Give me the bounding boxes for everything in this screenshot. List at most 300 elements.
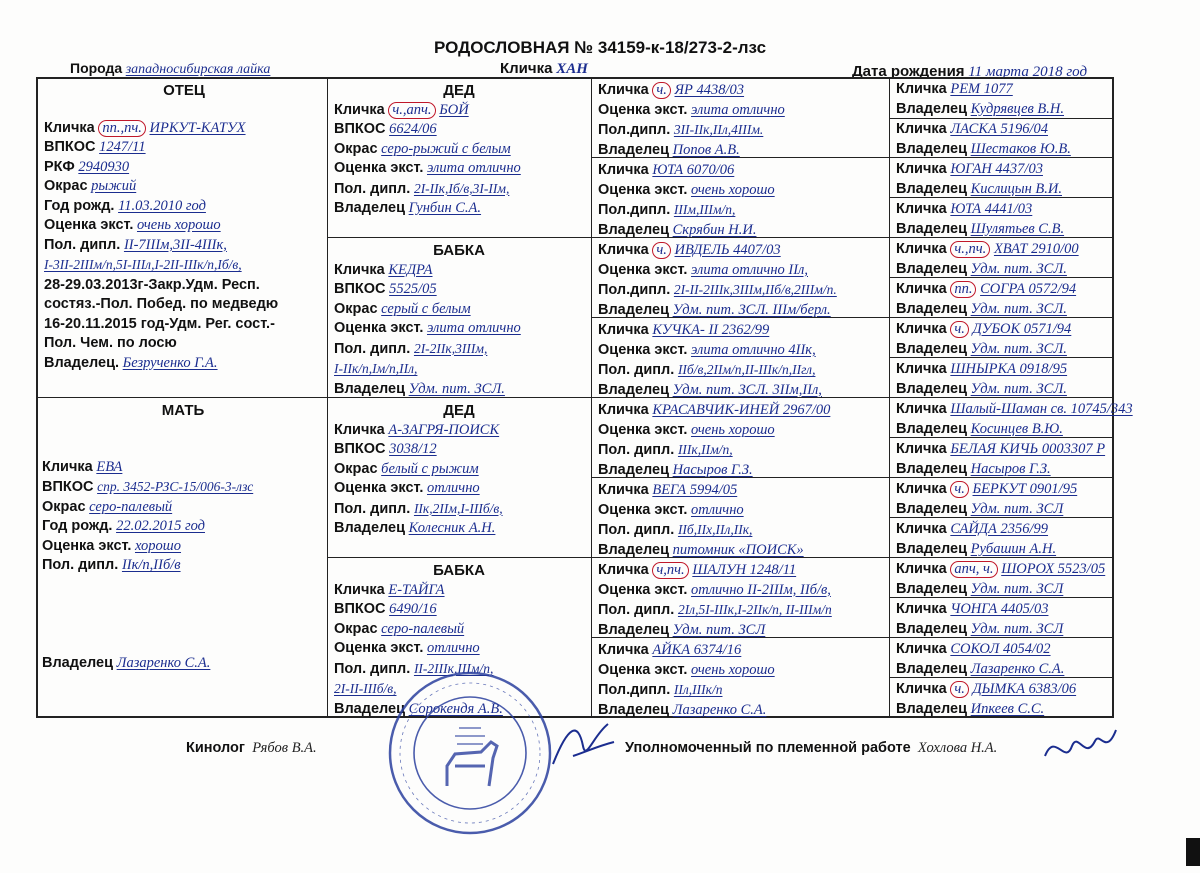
field-row	[896, 80, 1112, 100]
grandparent-rating: отлично	[426, 480, 480, 496]
title-mark: ч.	[652, 242, 671, 259]
field-row	[334, 280, 584, 300]
field-row	[896, 280, 1112, 300]
field-label: Год рожд.	[44, 197, 115, 214]
ancestor-owner: Насыров Г.З.	[970, 460, 1051, 477]
field-label: Кличка	[896, 401, 947, 417]
field-label: Кличка	[598, 642, 649, 658]
title-mark: ч,пч.	[652, 562, 688, 579]
field-label: Оценка экст.	[598, 101, 688, 118]
mother-rating: хорошо	[134, 537, 182, 554]
grandparent-name: КЕДРА	[388, 261, 433, 278]
great-grandparent-name: ИВДЕЛЬ 4407/03	[674, 242, 781, 258]
dog-name-label: Кличка	[500, 60, 553, 77]
field-row	[334, 519, 584, 539]
document-title: РОДОСЛОВНАЯ № 34159-к-18/273-2-лзс	[433, 38, 767, 57]
ancestor-owner: Лазаренко С.А.	[970, 660, 1065, 677]
dog-name-line	[500, 60, 588, 78]
field-label: Оценка экст.	[598, 341, 688, 358]
scan-edge	[1186, 838, 1200, 866]
ancestor-owner: Удм. пит. ЗСЛ.	[970, 340, 1067, 357]
field-label: ВПКОС	[334, 441, 386, 457]
field-label: Оценка экст.	[598, 661, 688, 678]
field-row	[334, 359, 584, 380]
great-grandparent-diplomas: IIIк,IIм/п,	[677, 442, 733, 457]
field-label: Кличка	[334, 581, 385, 598]
ancestor-name: САЙДА 2356/99	[950, 521, 1049, 537]
great-grandparent-owner: Удм. пит. ЗСЛ	[672, 621, 766, 638]
field-label: Оценка экст.	[598, 501, 688, 518]
grandparent-owner: Сорокендя А.В.	[408, 700, 503, 717]
ancestor-owner: Косинцев В.Ю.	[970, 420, 1063, 437]
grandparent-owner: Колесник А.Н.	[408, 520, 496, 536]
field-label: Оценка экст.	[334, 480, 424, 496]
grandparent-cell	[334, 241, 584, 399]
grandparent-title: ДЕД	[443, 82, 475, 99]
field-row	[598, 701, 888, 721]
field-label: Пол. дипл.	[334, 180, 411, 197]
ancestor-name: БЕЛАЯ КИЧЬ 0003307 Р	[950, 441, 1106, 457]
field-row	[598, 181, 888, 201]
field-row	[334, 120, 584, 140]
field-row	[896, 160, 1112, 180]
father-note: Пол. Чем. по лосю	[44, 335, 177, 351]
field-label: Владелец	[598, 381, 670, 398]
grandparent-cell	[334, 401, 584, 539]
signature-scribble	[548, 716, 618, 776]
ancestor-owner: Шулятьев С.В.	[970, 220, 1065, 237]
great-grandparent-rating: очень хорошо	[690, 421, 775, 438]
field-label: ВПКОС	[334, 601, 386, 617]
ancestor-name: ЮГАН 4437/03	[950, 161, 1043, 177]
field-label: РКФ	[44, 158, 75, 175]
field-label: Кличка	[598, 322, 649, 338]
field-row	[896, 580, 1112, 600]
father-name: ИРКУТ-КАТУХ	[149, 119, 246, 136]
field-row	[598, 360, 888, 381]
grandparent-owner: Удм. пит. ЗСЛ.	[408, 380, 505, 397]
mother-cell	[42, 401, 324, 673]
great-grandparent-diplomas: IIIм,IIIм/п,	[673, 202, 736, 217]
mother-diplomas: IIк/п,IIб/в	[121, 557, 181, 573]
field-label: Владелец	[896, 300, 968, 317]
field-row	[598, 661, 888, 681]
ancestor-name: ЮТА 4441/03	[950, 201, 1033, 217]
grandparent-color: серый с белым	[381, 300, 471, 317]
great-grandparent-cell	[598, 401, 888, 480]
field-label: Оценка экст.	[598, 261, 688, 278]
field-row	[334, 639, 584, 659]
cynologist-name: Рябов В.А.	[252, 740, 317, 756]
field-label: Оценка экст.	[598, 421, 688, 438]
field-label: ВПКОС	[334, 281, 386, 297]
field-label: Кличка	[598, 82, 649, 98]
ancestor-cell	[896, 440, 1112, 479]
field-label: Кличка	[896, 361, 947, 377]
great-grandparent-owner: Удм. пит. ЗСЛ. 3IIм,IIл,	[672, 381, 822, 398]
ancestor-owner: Удм. пит. ЗСЛ.	[970, 380, 1067, 397]
father-color: рыжий	[91, 178, 137, 194]
field-row	[334, 581, 584, 601]
title-mark: ч.	[950, 681, 969, 698]
ancestor-name: СОГРА 0572/94	[980, 281, 1077, 297]
field-label: Кличка	[896, 641, 947, 657]
great-grandparent-name: КУЧКА- II 2362/99	[652, 322, 770, 338]
field-row	[896, 340, 1112, 360]
field-row	[598, 141, 888, 161]
field-label: Пол. дипл.	[334, 500, 411, 517]
grandparent-rating: элита отлично	[426, 160, 521, 176]
pedigree-table	[36, 77, 1133, 718]
field-row	[334, 179, 584, 200]
field-row	[598, 501, 888, 521]
great-grandparent-name: КРАСАВЧИК-ИНЕЙ 2967/00	[652, 402, 831, 418]
cynologist-line	[186, 740, 317, 757]
field-label: Владелец.	[44, 354, 120, 371]
ancestor-cell	[896, 200, 1112, 239]
father-diplomas: II-7IIIм,3II-4IIIк,	[123, 236, 227, 253]
field-label: Пол. дипл.	[334, 660, 411, 677]
ancestor-owner: Удм. пит. ЗСЛ	[970, 620, 1064, 637]
field-label: Оценка экст.	[598, 181, 688, 198]
great-grandparent-diplomas: 2Iл,5I-IIIк,I-2IIк/п, II-IIIм/п	[677, 602, 832, 617]
field-row	[598, 481, 888, 501]
title-mark: ч.	[652, 82, 671, 99]
title-mark: апч, ч.	[950, 561, 997, 578]
ancestor-owner: Кудрявцев В.Н.	[970, 100, 1065, 117]
field-row	[598, 581, 888, 601]
field-label: Кличка	[334, 101, 385, 118]
father-title: ОТЕЦ	[163, 82, 205, 99]
field-row	[598, 520, 888, 541]
ancestor-name: ЛАСКА 5196/04	[950, 121, 1048, 137]
ancestor-name: ШОРОХ 5523/05	[1001, 561, 1106, 577]
great-grandparent-owner: питомник «ПОИСК»	[672, 541, 804, 558]
ancestor-cell	[896, 120, 1112, 159]
breed-label: Порода	[70, 60, 123, 76]
field-row	[896, 140, 1112, 160]
field-row	[334, 300, 584, 320]
field-row	[896, 460, 1112, 480]
great-grandparent-diplomas: IIл,IIIк/п	[673, 682, 723, 697]
field-row	[896, 480, 1112, 500]
field-row	[896, 320, 1112, 340]
field-label: Пол.дипл.	[598, 202, 671, 218]
field-label: Кличка	[44, 119, 95, 136]
field-row	[896, 500, 1112, 520]
title-mark: ч.	[950, 481, 969, 498]
field-label: Кличка	[896, 121, 947, 137]
ancestor-cell	[896, 160, 1112, 199]
field-label: Кличка	[896, 241, 947, 257]
field-label: Пол.дипл.	[598, 282, 671, 298]
ancestor-name: ДУБОК 0571/94	[972, 321, 1072, 337]
grandparent-vpkos: 3038/12	[389, 441, 437, 457]
great-grandparent-cell	[598, 641, 888, 720]
field-row	[896, 660, 1112, 680]
great-grandparent-owner: Насыров Г.З.	[672, 461, 753, 478]
great-grandparent-diplomas: IIб,IIх,IIл,IIк,	[677, 522, 753, 537]
ancestor-name: ШНЫРКА 0918/95	[950, 361, 1068, 377]
great-grandparent-diplomas: IIб/в,2IIм/п,II-IIIк/п,IIгл,	[677, 362, 816, 377]
field-row	[896, 200, 1112, 220]
mother-name: ЕВА	[96, 458, 123, 475]
great-grandparent-cell	[598, 321, 888, 400]
field-label: Пол. дипл.	[598, 442, 675, 458]
field-row	[896, 440, 1112, 460]
great-grandparent-rating: отлично II-2IIIм, IIб/в,	[690, 581, 831, 598]
ancestor-owner: Удм. пит. ЗСЛ.	[970, 300, 1067, 317]
field-label: Пол. дипл.	[598, 522, 675, 538]
great-grandparent-cell	[598, 241, 888, 320]
great-grandparent-cell	[598, 561, 888, 640]
field-label: Оценка экст.	[598, 581, 688, 598]
field-row	[896, 240, 1112, 260]
field-label: ВПКОС	[44, 139, 96, 155]
field-label: Пол. дипл.	[334, 340, 411, 357]
field-label: Кличка	[42, 458, 93, 475]
field-label: Кличка	[334, 421, 385, 438]
grandparent-vpkos: 6624/06	[389, 121, 437, 137]
field-label: Владелец	[896, 220, 968, 237]
father-rating: очень хорошо	[136, 217, 221, 233]
mother-title: МАТЬ	[161, 402, 205, 419]
field-label: Пол. дипл.	[598, 362, 675, 378]
field-label: Владелец	[598, 301, 670, 318]
authorized-name: Хохлова Н.А.	[917, 740, 998, 756]
field-row	[334, 421, 584, 441]
ancestor-cell	[896, 480, 1112, 519]
dob-value: 11 марта 2018 год	[968, 64, 1088, 80]
grandparent-diplomas-cont: 2I-II-IIIб/в,	[334, 681, 397, 696]
field-row	[598, 261, 888, 281]
ancestor-owner: Ипкеев С.С.	[970, 700, 1045, 717]
ancestor-cell	[896, 640, 1112, 679]
title-mark: пп.	[950, 281, 976, 298]
field-row	[334, 460, 584, 480]
authorized-label: Уполномоченный по племенной работе	[625, 740, 911, 756]
field-label: Владелец	[598, 221, 670, 238]
field-label: Кличка	[598, 242, 649, 258]
breed-value: западносибирская лайка	[125, 62, 271, 77]
field-row	[598, 101, 888, 121]
field-row	[598, 280, 888, 301]
field-row	[896, 680, 1112, 700]
dog-name-value: ХАН	[556, 61, 588, 77]
ancestor-name: Шалый-Шаман св. 10745/343	[950, 401, 1133, 417]
signature-scribble	[1040, 726, 1120, 771]
grandparent-rating: элита отлично	[426, 320, 521, 336]
field-label: ВПКОС	[42, 479, 94, 495]
field-label: Кличка	[896, 561, 947, 577]
ancestor-name: ХВАТ 2910/00	[993, 241, 1079, 257]
field-row	[598, 341, 888, 361]
field-label: Владелец	[598, 461, 670, 478]
ancestor-cell	[896, 520, 1112, 559]
ancestor-name: СОКОЛ 4054/02	[950, 641, 1051, 657]
field-label: Владелец	[896, 380, 968, 397]
field-row	[598, 241, 888, 261]
field-label: Владелец	[334, 380, 406, 397]
field-row	[598, 621, 888, 641]
field-label: Кличка	[598, 562, 649, 578]
title-mark: пп.,пч.	[98, 120, 146, 137]
ancestor-cell	[896, 80, 1112, 119]
field-row	[334, 499, 584, 520]
field-label: Кличка	[896, 81, 947, 97]
ancestor-owner: Удм. пит. ЗСЛ.	[970, 260, 1067, 277]
ancestor-name: ЧОНГА 4405/03	[950, 601, 1049, 617]
field-row	[896, 520, 1112, 540]
great-grandparent-owner: Скрябин Н.И.	[672, 221, 757, 238]
field-row	[598, 440, 888, 461]
field-label: Владелец	[42, 654, 114, 671]
grandparent-color: серо-палевый	[381, 620, 465, 637]
ancestor-cell	[896, 360, 1112, 399]
field-label: Пол. дипл.	[42, 557, 119, 573]
ancestor-owner: Удм. пит. ЗСЛ	[970, 580, 1064, 597]
ancestor-cell	[896, 680, 1112, 719]
field-label: Владелец	[896, 620, 968, 637]
grandparent-name: БОЙ	[439, 101, 469, 118]
field-row	[598, 561, 888, 581]
field-row	[896, 540, 1112, 560]
father-birth: 11.03.2010 год	[118, 197, 206, 214]
field-row	[896, 560, 1112, 580]
field-row	[598, 200, 888, 221]
field-label: Кличка	[896, 481, 947, 497]
ancestor-name: ДЫМКА 6383/06	[972, 681, 1077, 697]
field-label: Кличка	[334, 261, 385, 278]
ancestor-owner: Удм. пит. ЗСЛ	[970, 500, 1064, 517]
field-label: Владелец	[598, 141, 670, 158]
grandparent-vpkos: 6490/16	[389, 601, 437, 617]
ancestor-owner: Шестаков Ю.В.	[970, 140, 1071, 157]
field-label: Окрас	[334, 140, 378, 157]
grandparent-color: серо-рыжий с белым	[381, 140, 511, 157]
father-owner: Безрученко Г.А.	[122, 354, 218, 371]
field-row	[598, 81, 888, 101]
field-label: Владелец	[896, 180, 968, 197]
field-label: Владелец	[896, 420, 968, 437]
field-label: Кличка	[896, 601, 947, 617]
field-row	[598, 381, 888, 401]
grandparent-owner: Гунбин С.А.	[408, 200, 482, 216]
field-label: Пол.дипл.	[598, 682, 671, 698]
field-row	[896, 420, 1112, 440]
field-label: Владелец	[334, 520, 406, 536]
field-row	[334, 261, 584, 281]
grandparent-name: А-ЗАГРЯ-ПОИСК	[388, 421, 500, 438]
great-grandparent-owner: Попов А.В.	[672, 141, 740, 158]
father-diplomas-cont: I-3II-2IIIм/п,5I-IIIл,I-2II-IIIк/п,Iб/в,	[44, 257, 242, 272]
father-note: состяз.-Пол. Побед. по медведю	[44, 296, 279, 312]
field-label: Владелец	[598, 621, 670, 638]
mother-owner: Лазаренко С.А.	[116, 654, 211, 671]
field-label: Оценка экст.	[334, 640, 424, 656]
field-row	[896, 700, 1112, 720]
field-label: Кличка	[896, 681, 947, 697]
field-label: Кличка	[896, 521, 947, 537]
field-row	[896, 400, 1133, 420]
field-label: Кличка	[896, 201, 947, 217]
great-grandparent-name: ЯР 4438/03	[674, 82, 745, 98]
field-label: Владелец	[896, 660, 968, 677]
grandparent-name: Е-ТАЙГА	[388, 581, 445, 598]
field-row	[334, 199, 584, 219]
grandparent-vpkos: 5525/05	[389, 281, 437, 297]
ancestor-cell	[896, 240, 1112, 279]
ancestor-cell	[896, 320, 1112, 359]
field-label: Владелец	[896, 340, 968, 357]
great-grandparent-owner: Лазаренко С.А.	[672, 701, 767, 718]
field-row	[334, 479, 584, 499]
field-row	[896, 220, 1112, 240]
grandparent-diplomas: 2I-2IIк,3IIIм,	[413, 340, 488, 356]
field-row	[334, 620, 584, 640]
field-row	[334, 440, 584, 460]
great-grandparent-diplomas: 2I-II-2IIIк,3IIIм,IIб/в,2IIIм/п.	[673, 282, 837, 297]
field-label: Год рожд.	[42, 518, 113, 534]
father-rkf: 2940930	[78, 158, 130, 175]
field-label: Оценка экст.	[42, 537, 132, 554]
field-label: Владелец	[896, 580, 968, 597]
grandparent-diplomas: IIк,2IIм,I-IIIб/в,	[413, 500, 503, 516]
field-label: Кличка	[598, 402, 649, 418]
great-grandparent-rating: элита отлично 4IIк,	[690, 341, 816, 358]
field-label: Кличка	[896, 281, 947, 297]
great-grandparent-cell	[598, 161, 888, 240]
field-label: Окрас	[42, 498, 86, 515]
club-stamp-seal	[385, 668, 555, 838]
field-label: Оценка экст.	[334, 320, 424, 336]
great-grandparent-rating: очень хорошо	[690, 661, 775, 678]
field-label: Владелец	[896, 260, 968, 277]
ancestor-cell	[896, 560, 1112, 599]
field-label: Кличка	[598, 482, 649, 498]
cynologist-label: Кинолог	[186, 740, 245, 756]
great-grandparent-rating: элита отлично IIл,	[690, 261, 808, 278]
grandparent-diplomas: 2I-IIк,Iб/в,3I-IIм,	[413, 180, 510, 196]
grandparent-title: БАБКА	[433, 562, 485, 579]
field-label: Оценка экст.	[334, 160, 424, 176]
great-grandparent-diplomas: 3II-IIк,IIл,4IIIм.	[673, 122, 764, 137]
ancestor-name: РЕМ 1077	[950, 81, 1013, 97]
great-grandparent-name: АЙКА 6374/16	[652, 642, 742, 658]
field-row	[896, 600, 1112, 620]
field-label: Окрас	[334, 300, 378, 317]
field-label: Кличка	[896, 321, 947, 337]
field-row	[896, 380, 1112, 400]
great-grandparent-rating: отлично	[690, 501, 744, 518]
field-row	[598, 641, 888, 661]
grandparent-cell	[334, 81, 584, 219]
dob-label: Дата рождения	[852, 63, 965, 80]
great-grandparent-name: ЮТА 6070/06	[652, 162, 735, 178]
field-label: Владелец	[334, 200, 406, 216]
grandparent-diplomas: II-2IIIк,IIIм/п,	[413, 660, 494, 676]
great-grandparent-rating: элита отлично	[690, 101, 785, 118]
field-label: Кличка	[896, 441, 947, 457]
field-row	[598, 541, 888, 561]
field-label: Владелец	[896, 500, 968, 517]
field-label: Кличка	[896, 161, 947, 177]
field-row	[334, 140, 584, 160]
field-row	[334, 101, 584, 121]
field-row	[896, 120, 1112, 140]
field-row	[334, 600, 584, 620]
field-label: Окрас	[334, 620, 378, 637]
